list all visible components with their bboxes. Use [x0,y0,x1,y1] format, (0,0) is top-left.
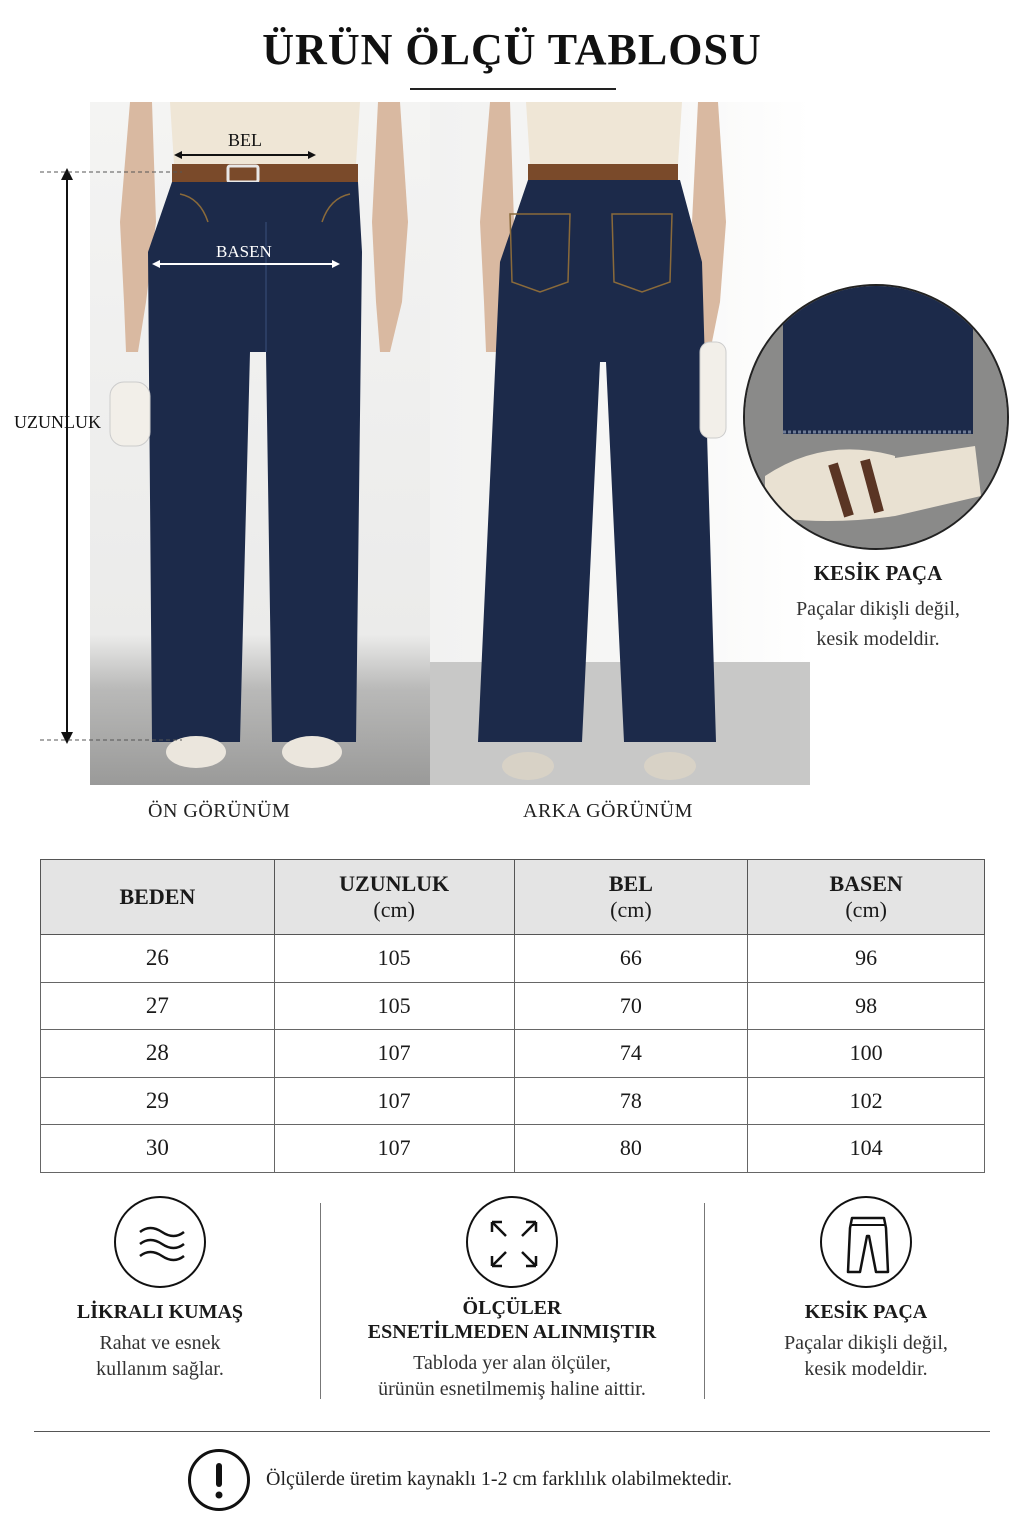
hem-callout-line1: Paçalar dikişli değil, [796,598,960,620]
table-row [41,935,985,983]
exclamation-icon [188,1449,250,1511]
hem-callout-description [760,594,996,654]
feature-divider [320,1203,321,1399]
cell-basen: 98 [748,982,985,1030]
cell-uzunluk: 107 [274,1125,514,1173]
feature-divider [704,1203,705,1399]
table-row [41,1030,985,1078]
header-bel: BEL (cm) [514,860,748,935]
feature-title [362,1296,662,1344]
header-beden: BEDEN [41,860,275,935]
length-arrow [40,168,100,748]
cell-uzunluk: 105 [274,982,514,1030]
cell-basen: 102 [748,1077,985,1125]
hip-label: BASEN [216,242,272,261]
feature-desc-line2: ürünün esnetilmemiş haline aittir. [378,1378,646,1400]
feature-desc-line2: kullanım sağlar. [96,1358,224,1380]
feature-desc-line2: kesik modeldir. [804,1358,928,1380]
tolerance-notice: Ölçülerde üretim kaynaklı 1-2 cm farklılık olabilmektedir. [266,1468,732,1490]
cell-basen: 96 [748,935,985,983]
cell-beden: 27 [41,982,275,1030]
header-basen: BASEN (cm) [748,860,985,935]
cell-uzunluk: 105 [274,935,514,983]
back-view-caption: ARKA GÖRÜNÜM [523,800,693,822]
cell-beden: 29 [41,1077,275,1125]
feature-title: LİKRALI KUMAŞ [76,1301,244,1323]
feature-unstretched-measurements [362,1196,662,1402]
feature-lycra-fabric [10,1196,310,1382]
front-view-caption: ÖN GÖRÜNÜM [148,800,291,822]
header-uzunluk: UZUNLUK (cm) [274,860,514,935]
feature-title-line2: ESNETİLMEDEN ALINMIŞTIR [367,1321,657,1343]
cell-beden: 30 [41,1125,275,1173]
cell-bel: 80 [514,1125,748,1173]
feature-description [362,1350,662,1402]
cell-beden: 28 [41,1030,275,1078]
cell-uzunluk: 107 [274,1077,514,1125]
cell-uzunluk: 107 [274,1030,514,1078]
feature-desc-line1: Rahat ve esnek [99,1332,221,1354]
cell-bel: 78 [514,1077,748,1125]
pants-icon [820,1196,912,1288]
table-header-row [41,860,985,935]
page-title: ÜRÜN ÖLÇÜ TABLOSU [262,25,762,74]
size-table [40,859,985,1173]
cell-bel: 74 [514,1030,748,1078]
length-label: UZUNLUK [14,412,101,432]
cell-basen: 100 [748,1030,985,1078]
feature-desc-line1: Tabloda yer alan ölçüler, [413,1352,611,1374]
hem-callout-line2: kesik modeldir. [816,628,940,650]
table-row [41,1077,985,1125]
feature-title: KESİK PAÇA [804,1301,928,1323]
feature-desc-line1: Paçalar dikişli değil, [784,1332,948,1354]
wave-icon [114,1196,206,1288]
title-underline [410,88,616,90]
notice-divider [34,1431,990,1432]
table-row [41,982,985,1030]
front-view-photo [90,102,440,785]
expand-arrows-icon [466,1196,558,1288]
waist-label: BEL [228,130,262,150]
feature-raw-hem [716,1196,1016,1382]
hem-detail-zoom [743,284,1009,550]
feature-description [10,1330,310,1382]
feature-title-line1: ÖLÇÜLER [462,1297,562,1319]
cell-basen: 104 [748,1125,985,1173]
table-row [41,1125,985,1173]
cell-bel: 66 [514,935,748,983]
hem-callout-title: KESİK PAÇA [813,561,943,585]
cell-beden: 26 [41,935,275,983]
feature-description [716,1330,1016,1382]
cell-bel: 70 [514,982,748,1030]
